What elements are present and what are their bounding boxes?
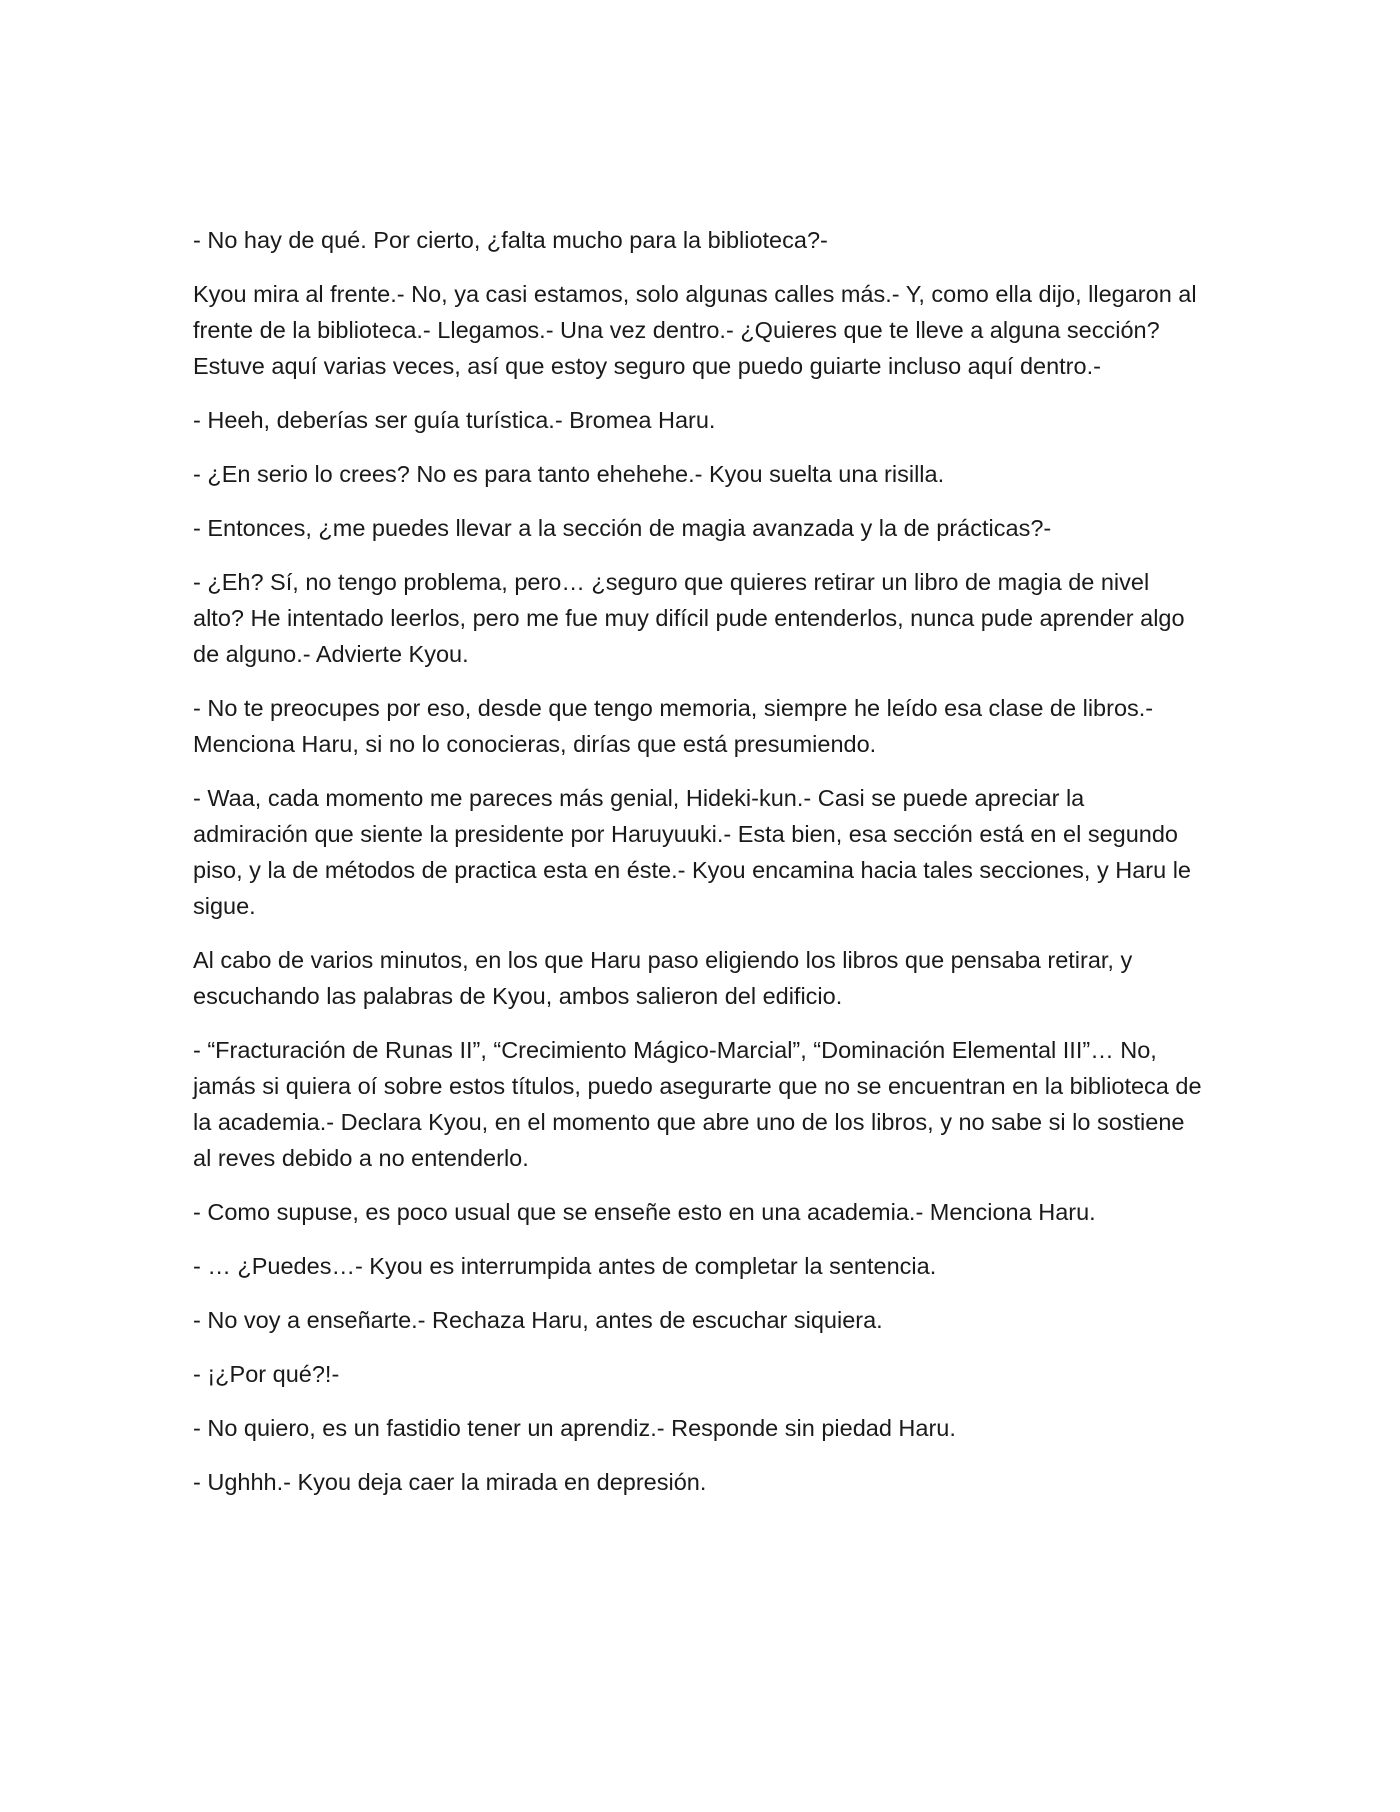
paragraph: Kyou mira al frente.- No, ya casi estamos, solo algunas calles más.- Y, como ella dijo, llegaron al frente de la biblioteca.- Llegamos.- Una vez dentro.- ¿Quieres que te lleve a alguna sección? Estuve aquí varias veces, así que estoy seguro que puedo guiarte incluso aquí dentro.- [193, 281, 1197, 379]
paragraph: - ¿En serio lo crees? No es para tanto ehehehe.- Kyou suelta una risilla. [193, 461, 945, 487]
paragraph: - ¡¿Por qué?!- [193, 1361, 340, 1387]
paragraph: - No quiero, es un fastidio tener un aprendiz.- Responde sin piedad Haru. [193, 1415, 956, 1441]
paragraph: - No hay de qué. Por cierto, ¿falta mucho para la biblioteca?- [193, 227, 828, 253]
paragraph: - Heeh, deberías ser guía turística.- Bromea Haru. [193, 407, 716, 433]
paragraph: Al cabo de varios minutos, en los que Haru paso eligiendo los libros que pensaba retirar, y escuchando las palabras de Kyou, ambos salieron del edificio. [193, 947, 1133, 1009]
document-text-body [193, 222, 1205, 1518]
paragraph: - “Fracturación de Runas II”, “Crecimiento Mágico-Marcial”, “Dominación Elemental III”… No, jamás si quiera oí sobre estos títulos, puedo asegurarte que no se encuentran en la biblioteca de la academia.- Declara Kyou, en el momento que abre uno de los libros, y no sabe si lo sostiene al reves debido a no entenderlo. [193, 1037, 1202, 1171]
paragraph: - Ughhh.- Kyou deja caer la mirada en depresión. [193, 1469, 707, 1495]
paragraph: - No voy a enseñarte.- Rechaza Haru, antes de escuchar siquiera. [193, 1307, 883, 1333]
paragraph: - … ¿Puedes…- Kyou es interrumpida antes de completar la sentencia. [193, 1253, 937, 1279]
paragraph: - ¿Eh? Sí, no tengo problema, pero… ¿seguro que quieres retirar un libro de magia de nivel alto? He intentado leerlos, pero me fue muy difícil pude entenderlos, nunca pude aprender algo de alguno.- Advierte Kyou. [193, 569, 1185, 667]
paragraph: - Como supuse, es poco usual que se enseñe esto en una academia.- Menciona Haru. [193, 1199, 1096, 1225]
paragraph: - Entonces, ¿me puedes llevar a la sección de magia avanzada y la de prácticas?- [193, 515, 1052, 541]
paragraph: - Waa, cada momento me pareces más genial, Hideki-kun.- Casi se puede apreciar la admiración que siente la presidente por Haruyuuki.- Esta bien, esa sección está en el segundo piso, y la de métodos de practica esta en éste.- Kyou encamina hacia tales secciones, y Haru le sigue. [193, 785, 1191, 919]
paragraph: - No te preocupes por eso, desde que tengo memoria, siempre he leído esa clase de libros.- Menciona Haru, si no lo conocieras, dirías que está presumiendo. [193, 695, 1154, 757]
